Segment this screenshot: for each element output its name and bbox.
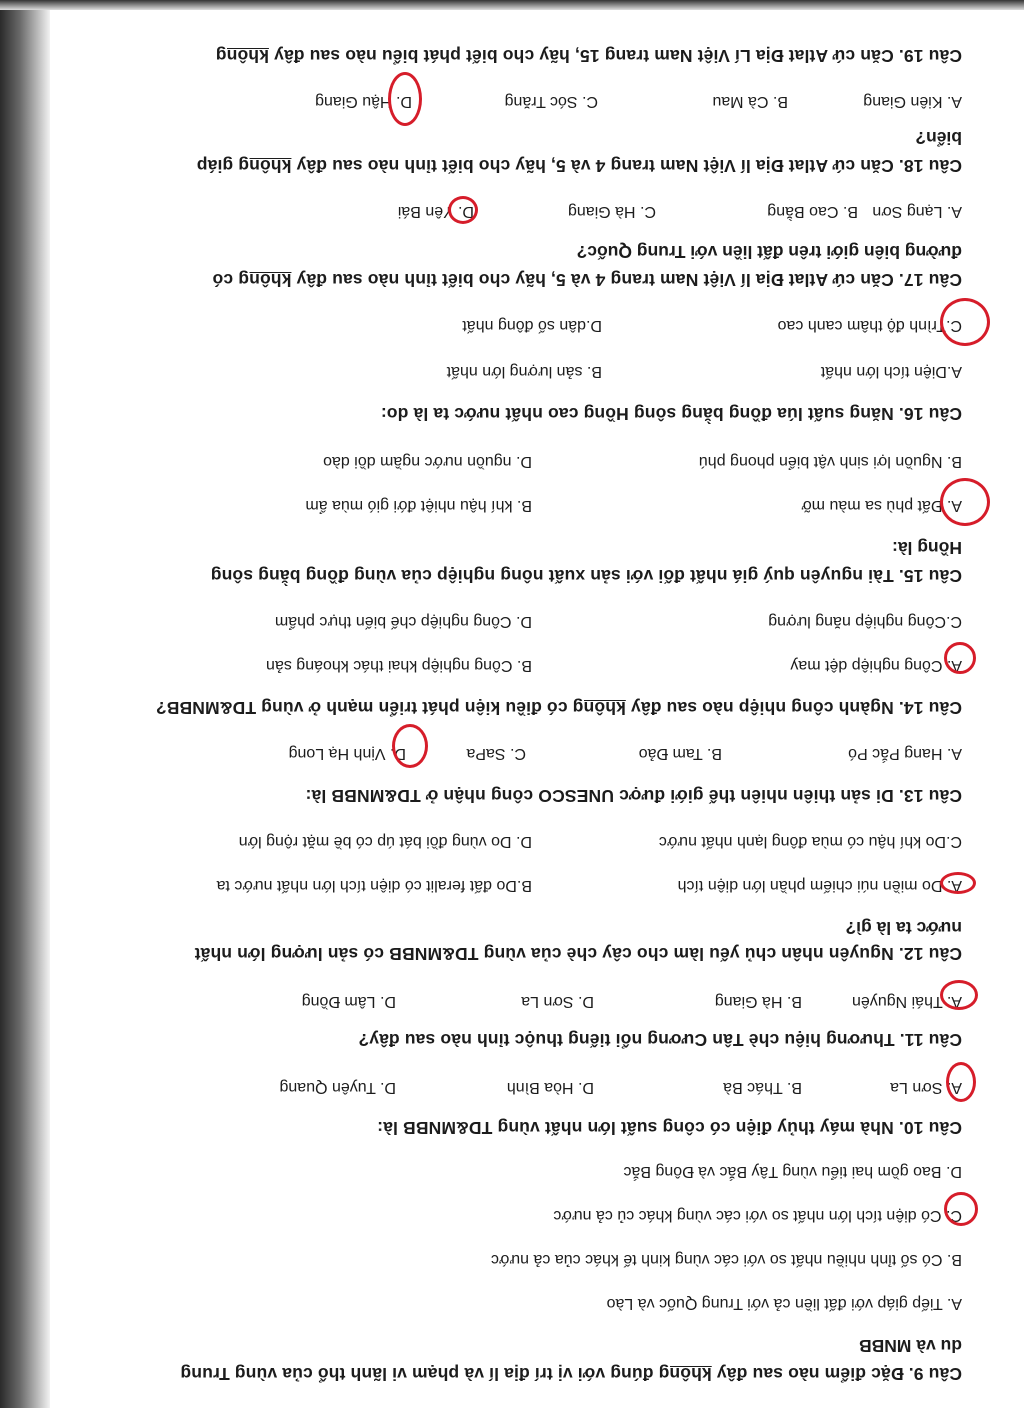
option-c: C. SaPa bbox=[466, 745, 526, 762]
question-10: Câu 10. Nhà máy thủy điện có công suất lớn nhất vùng TD&MNBB là: bbox=[376, 1118, 962, 1138]
question-text: Câu 17. Căn cứ Atlat Địa lí Việt Nam trang 4 và 5, hãy cho biết tỉnh nào sau đây bbox=[291, 270, 962, 290]
option-d: D.dân số đông nhất bbox=[462, 317, 602, 334]
underlined-word: không bbox=[238, 156, 292, 176]
question-9-option-a: A. Tiếp giáp với đất liền cả với Trung Quốc và Lào bbox=[606, 1295, 962, 1312]
question-18 bbox=[62, 155, 962, 176]
option-a: A. Thái Nguyên bbox=[852, 993, 962, 1010]
question-text: Câu 14. Ngành công nhiệp nào sau đây bbox=[625, 698, 962, 718]
option-a: A. Hang Pắc Pó bbox=[848, 745, 962, 762]
option-d: D. Yên Bái bbox=[397, 203, 474, 220]
question-9-option-c: C. Có diện tích lớn nhất so với các vùng khác củ cả nước bbox=[553, 1207, 962, 1224]
option-c: D. Hòa Bình bbox=[506, 1079, 594, 1096]
question-9-option-b: B. Có số tỉnh nhiều nhất so với các vùng kinh tế khác của cả nước bbox=[490, 1251, 962, 1268]
question-15-continued: Hồng là: bbox=[892, 538, 962, 558]
option-d: D. Tuyên Quang bbox=[279, 1079, 396, 1096]
option-a: A. Công nghiệp dệt may bbox=[790, 657, 962, 674]
question-12: Câu 12. Nguyên nhân chủ yếu làm cho cây chè của vùng TD&MNBB có sản lượng lớn nhất bbox=[194, 944, 962, 964]
question-text-end: giáp bbox=[196, 156, 239, 176]
question-text: Câu 19. Căn cứ Atlat Địa Lí Việt Nam trang 15, hãy cho biết phát biểu nào sau đây bbox=[268, 46, 962, 66]
option-d: D. Lâm Đồng bbox=[301, 993, 396, 1010]
question-17-continued: đường biên giới trên đất liền với Trung Quốc? bbox=[576, 242, 962, 262]
option-c: B. Nguồn lợi sinh vật biển phong phú bbox=[698, 453, 962, 470]
option-c: C. Hà Giang bbox=[567, 203, 656, 220]
question-9-continued: du và MNBB bbox=[858, 1336, 962, 1356]
option-d: D. Vịnh Hạ Long bbox=[288, 745, 406, 762]
option-b: B. Tam Đảo bbox=[638, 745, 722, 762]
option-b: B. Cà Mau bbox=[712, 93, 788, 110]
option-d: D. Do vùng đồi bát úp có bề mặt rộng lớn bbox=[238, 833, 532, 850]
option-a: A.Diện tích lớn nhất bbox=[820, 363, 962, 380]
option-b: B. khí hậu nhiệt đới gió mùa ẩm bbox=[305, 497, 532, 514]
question-19 bbox=[62, 45, 962, 66]
option-d: D. nguồn nước ngầm dồi dào bbox=[323, 453, 532, 470]
option-b: B. Cao Bằng bbox=[767, 203, 858, 220]
question-text: Câu 9. Đặc điểm nào sau đây bbox=[711, 1364, 962, 1384]
underlined-word: không bbox=[215, 46, 269, 66]
option-a: A. Lạng Sơn bbox=[872, 203, 962, 220]
underlined-word: không bbox=[572, 698, 626, 718]
question-text-end: đúng với vị trí địa lí và phạm vi lãnh thổ của vùng Trung bbox=[180, 1364, 659, 1384]
option-c: D. Sơn La bbox=[521, 993, 594, 1010]
question-9-option-d: D. Bao gồm hai tiểu vùng Tây Bắc và Đông Bắc bbox=[623, 1163, 962, 1180]
option-c: C.Công nghiệp năng lượng bbox=[768, 613, 962, 630]
option-b: B. sản lượng lớn nhất bbox=[446, 363, 602, 380]
option-d: D. Hậu Giang bbox=[315, 93, 412, 110]
underlined-word: không bbox=[238, 270, 292, 290]
option-a: A. Kiên Giang bbox=[863, 93, 962, 110]
question-text: Câu 18. Căn cứ Atlat Địa lí Việt Nam trang 4 và 5, hãy cho biết tỉnh nào sau đây bbox=[291, 156, 962, 176]
option-b: B. Thác Bà bbox=[723, 1079, 802, 1096]
question-16: Câu 16. Năng suất lúa đồng bằng sông Hồng cao nhất nước ta là do: bbox=[380, 404, 962, 424]
option-a: A. Do miền núi chiếm phần lớn diện tích bbox=[677, 877, 962, 894]
question-13: Câu 13. Di sản thiên nhiên thế giới được UNESCO công nhận ở TD&MNBB là: bbox=[305, 786, 962, 806]
question-18-continued: biển? bbox=[915, 128, 962, 148]
option-b: B. Hà Giang bbox=[714, 993, 802, 1010]
option-c: C.Do khí hậu có mùa đông lạnh nhất nước bbox=[658, 833, 962, 850]
option-d: D. Công nghiệp chế biến thực phẩm bbox=[274, 613, 532, 630]
option-a: A. Đất phù sa màu mỡ bbox=[801, 497, 962, 514]
underlined-word: không bbox=[658, 1364, 712, 1384]
question-15: Câu 15. Tài nguyên quý giá nhất đối với sản xuất nông nghiệp của vùng đồng bằng sông bbox=[210, 566, 962, 586]
question-9 bbox=[62, 1363, 962, 1384]
option-c: C. Sóc Trăng bbox=[504, 93, 598, 110]
option-b: B. Công nghiệp khai thác khoáng sản bbox=[266, 657, 532, 674]
question-12-continued: nước ta là gì? bbox=[845, 918, 962, 938]
question-text-end: có bbox=[212, 270, 239, 290]
question-11: Câu 11. Thương hiệu chè Tân Cương nổi tiếng thuộc tỉnh nào sau đây? bbox=[358, 1030, 962, 1050]
page-edge-shadow bbox=[0, 0, 50, 1408]
option-b: B.Do đất feralit có diện tích lớn nhất nước ta bbox=[216, 877, 532, 894]
question-text-end: có điều kiện phát triển mạnh ở vùng TD&MNBB? bbox=[155, 698, 573, 718]
page-edge-shadow-bottom bbox=[0, 0, 1024, 10]
question-14 bbox=[62, 697, 962, 718]
question-17 bbox=[62, 269, 962, 290]
option-c: C.Trình độ thâm canh cao bbox=[777, 317, 962, 334]
option-a: A. Sơn La bbox=[890, 1079, 962, 1096]
